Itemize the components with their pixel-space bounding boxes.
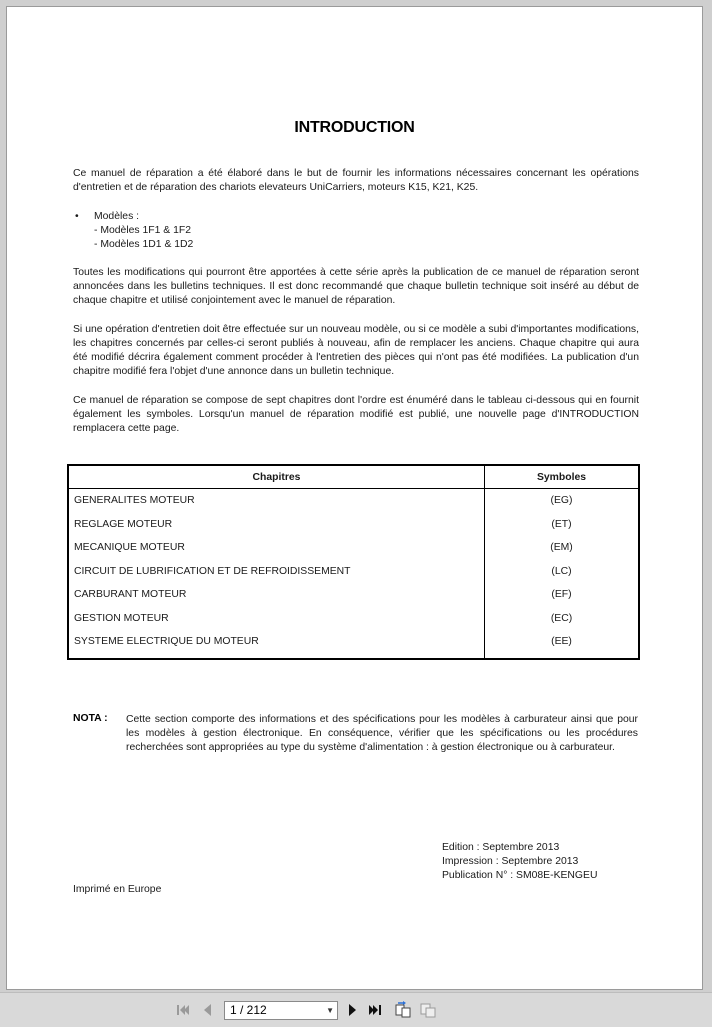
- chapter-symbol: (EC): [550, 612, 573, 624]
- model-item: - Modèles 1D1 & 1D2: [94, 239, 194, 250]
- page-indicator: 1 / 212: [230, 1003, 267, 1017]
- pdf-toolbar: [0, 992, 712, 1027]
- edition-date: Edition : Septembre 2013: [442, 842, 560, 853]
- chapter-name: REGLAGE MOTEUR: [68, 513, 485, 537]
- table-header-row: [68, 465, 639, 489]
- chapter-name: GENERALITES MOTEUR: [68, 489, 485, 513]
- column-header-symboles: Symboles: [485, 465, 640, 489]
- chapter-name: MECANIQUE MOTEUR: [68, 536, 485, 560]
- nota-label: NOTA :: [73, 713, 108, 724]
- chevron-down-icon: ▼: [326, 1006, 334, 1015]
- chapter-name: SYSTEME ELECTRIQUE DU MOTEUR: [68, 630, 485, 659]
- publication-number: Publication N° : SM08E-KENGEU: [442, 870, 598, 881]
- document-page: [6, 6, 703, 990]
- impression-date: Impression : Septembre 2013: [442, 856, 579, 867]
- intro-paragraph: Ce manuel de réparation a été élaboré dans le but de fournir les informations nécessaires concernant les opérations d'entretien et de réparation des chariots elevateurs UniCarriers, moteurs K15, K21, K25.: [73, 168, 639, 193]
- previous-page-icon[interactable]: [199, 1001, 217, 1019]
- chapter-name: GESTION MOTEUR: [68, 607, 485, 631]
- bullet-icon: •: [75, 211, 79, 222]
- chapters-paragraph: Ce manuel de réparation se compose de sept chapitres dont l'ordre est énuméré dans le tableau ci-dessous qui en fournit également les symboles. Lorsqu'un manuel de réparation modifié est publié, une nouvelle page d'INTRODUCTION remplacera cette page.: [73, 395, 639, 434]
- bulletins-paragraph: Toutes les modifications qui pourront être apportées à cette série après la publication de ce manuel de réparation seront annoncées dans les bulletins techniques. Il est donc recommandé que chaque bulletin technique soit inséré au début de chaque chapitre et utilisé conjointement avec le manuel de réparation.: [73, 267, 639, 306]
- nota-text: Cette section comporte des informations et des spécifications pour les modèles à carburateur ainsi que pour les modèles à gestion électronique. En conséquence, vérifier que les spécifications ou les procédures recherchées sont appropriées au type du système d'alimentation : à gestion électronique ou à carburateur.: [126, 714, 638, 753]
- table-row: [68, 536, 639, 560]
- model-item: - Modèles 1F1 & 1F2: [94, 225, 192, 236]
- table-row: [68, 583, 639, 607]
- chapters-table: [67, 464, 640, 660]
- table-row: [68, 560, 639, 584]
- rotate-icon[interactable]: [394, 1001, 412, 1019]
- table-row: [68, 630, 639, 659]
- table-row: [68, 607, 639, 631]
- chapter-name: CARBURANT MOTEUR: [68, 583, 485, 607]
- chapter-symbol: (EG): [550, 495, 573, 507]
- printed-in: Imprimé en Europe: [73, 884, 162, 895]
- chapter-symbol: (LC): [551, 565, 572, 577]
- fit-page-icon[interactable]: [419, 1001, 437, 1019]
- chapter-symbol: (ET): [551, 518, 572, 530]
- chapter-symbol: (EM): [550, 542, 573, 554]
- modifications-paragraph: Si une opération d'entretien doit être effectuée sur un nouveau modèle, ou si ce modèle a subi d'importantes modifications, les chapitres concernés par celles-ci seront publiés à nouveau, afin de remplacer les anciens. Chaque chapitre qui aura été modifié décrira également comment procéder à l'entretien des pièces qui n'ont pas été modifiées. La publication d'un chapitre modifié fera l'objet d'une annonce dans un bulletin technique.: [73, 324, 639, 377]
- table-row: [68, 489, 639, 513]
- page-title: INTRODUCTION: [294, 119, 415, 136]
- chapter-name: CIRCUIT DE LUBRIFICATION ET DE REFROIDISSEMENT: [68, 560, 485, 584]
- edition-info: [442, 841, 597, 883]
- chapter-symbol: (EF): [551, 589, 572, 601]
- column-header-chapitres: Chapitres: [68, 465, 485, 489]
- first-page-icon[interactable]: [174, 1001, 192, 1019]
- page-number-select[interactable]: [224, 1001, 338, 1020]
- models-heading: Modèles :: [94, 211, 140, 222]
- chapter-symbol: (EE): [551, 636, 572, 648]
- next-page-icon[interactable]: [343, 1001, 361, 1019]
- table-row: [68, 513, 639, 537]
- last-page-icon[interactable]: [367, 1001, 385, 1019]
